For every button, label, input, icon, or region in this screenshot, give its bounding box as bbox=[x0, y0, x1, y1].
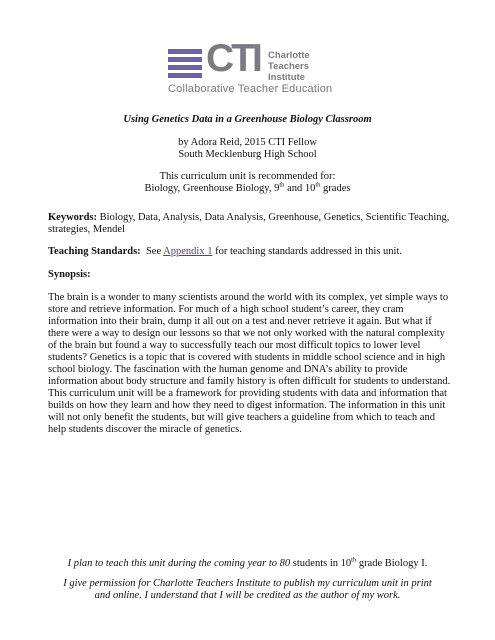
author-line: by Adora Reid, 2015 CTI Fellow bbox=[178, 137, 317, 148]
teaching-plan-statement bbox=[0, 558, 495, 570]
logo-name-line: Charlotte bbox=[268, 50, 310, 61]
standards-prefix: See bbox=[140, 246, 164, 257]
recommended-suffix: grades bbox=[320, 183, 351, 194]
keywords-text: Biology, Data, Analysis, Data Analysis, Greenhouse, Genetics, Scientific Teaching, strategies, Mendel bbox=[48, 212, 450, 235]
keywords-paragraph bbox=[48, 212, 454, 236]
grade-superscript: th bbox=[351, 556, 357, 564]
standards-suffix: for teaching standards addressed in this unit. bbox=[212, 246, 402, 257]
logo-bar bbox=[168, 65, 202, 70]
logo-name-line: Teachers bbox=[268, 61, 310, 72]
school-name: South Mecklenburg High School bbox=[178, 149, 317, 160]
grade-superscript: th bbox=[315, 181, 321, 189]
appendix-link[interactable]: Appendix 1 bbox=[163, 246, 213, 257]
plan-italic: I plan to teach this unit during the coming year to 80 bbox=[67, 558, 291, 569]
recommended-courses bbox=[0, 183, 495, 195]
logo-tagline: Collaborative Teacher Education bbox=[168, 83, 333, 95]
cti-logo bbox=[168, 37, 338, 97]
grade-superscript: th bbox=[279, 181, 285, 189]
recommended-mid: and 10 bbox=[284, 183, 316, 194]
logo-bar bbox=[168, 73, 202, 78]
logo-bar bbox=[168, 57, 202, 62]
permission-statement: I give permission for Charlotte Teachers Institute to publish my curriculum unit in print and online. I understand that I will be credited as the author of my work. bbox=[63, 578, 432, 601]
recommended-prefix: Biology, Greenhouse Biology, 9 bbox=[144, 183, 280, 194]
keywords-label: Keywords: bbox=[48, 212, 97, 223]
author-block bbox=[0, 137, 495, 161]
recommendation-block bbox=[0, 171, 495, 195]
logo-bar bbox=[168, 49, 202, 54]
standards-paragraph bbox=[48, 246, 454, 258]
synopsis-text: The brain is a wonder to many scientists around the world with its complex, yet simple ways to store and retrieve information. For much of a high school student’s career, they cram information into their brain, dump it all out on a test and never retrieve it again. But what if there were a way to design our lessons so that we not only worked with the natural complexity of the brain but found a way to successfully teach our most difficult topics to lower level students? Genetics is a topic that is covered with students in middle school science and in high school biology. The fascination with the human genome and DNA’s ability to provide information about body structure and family history is often difficult for students to understand. This curriculum unit will be a framework for providing students with data and information that builds on how they learn and how they need to digest information. The information in this unit will not only benefit the students, but will give teachers a guideline from which to teach and help students discover the miracle of genetics. bbox=[48, 292, 451, 435]
synopsis-heading bbox=[48, 269, 454, 281]
plan-end: grade Biology I. bbox=[356, 558, 428, 569]
unit-title: Using Genetics Data in a Greenhouse Biology Classroom bbox=[123, 114, 372, 125]
logo-name-line: Institute bbox=[268, 72, 305, 83]
plan-mid: students in 10 bbox=[290, 558, 352, 569]
standards-label: Teaching Standards: bbox=[48, 246, 141, 257]
logo-mark-text: CTI bbox=[206, 37, 260, 80]
synopsis-label: Synopsis: bbox=[48, 269, 91, 280]
logo-name bbox=[268, 50, 310, 83]
recommended-intro: This curriculum unit is recommended for: bbox=[159, 171, 336, 182]
